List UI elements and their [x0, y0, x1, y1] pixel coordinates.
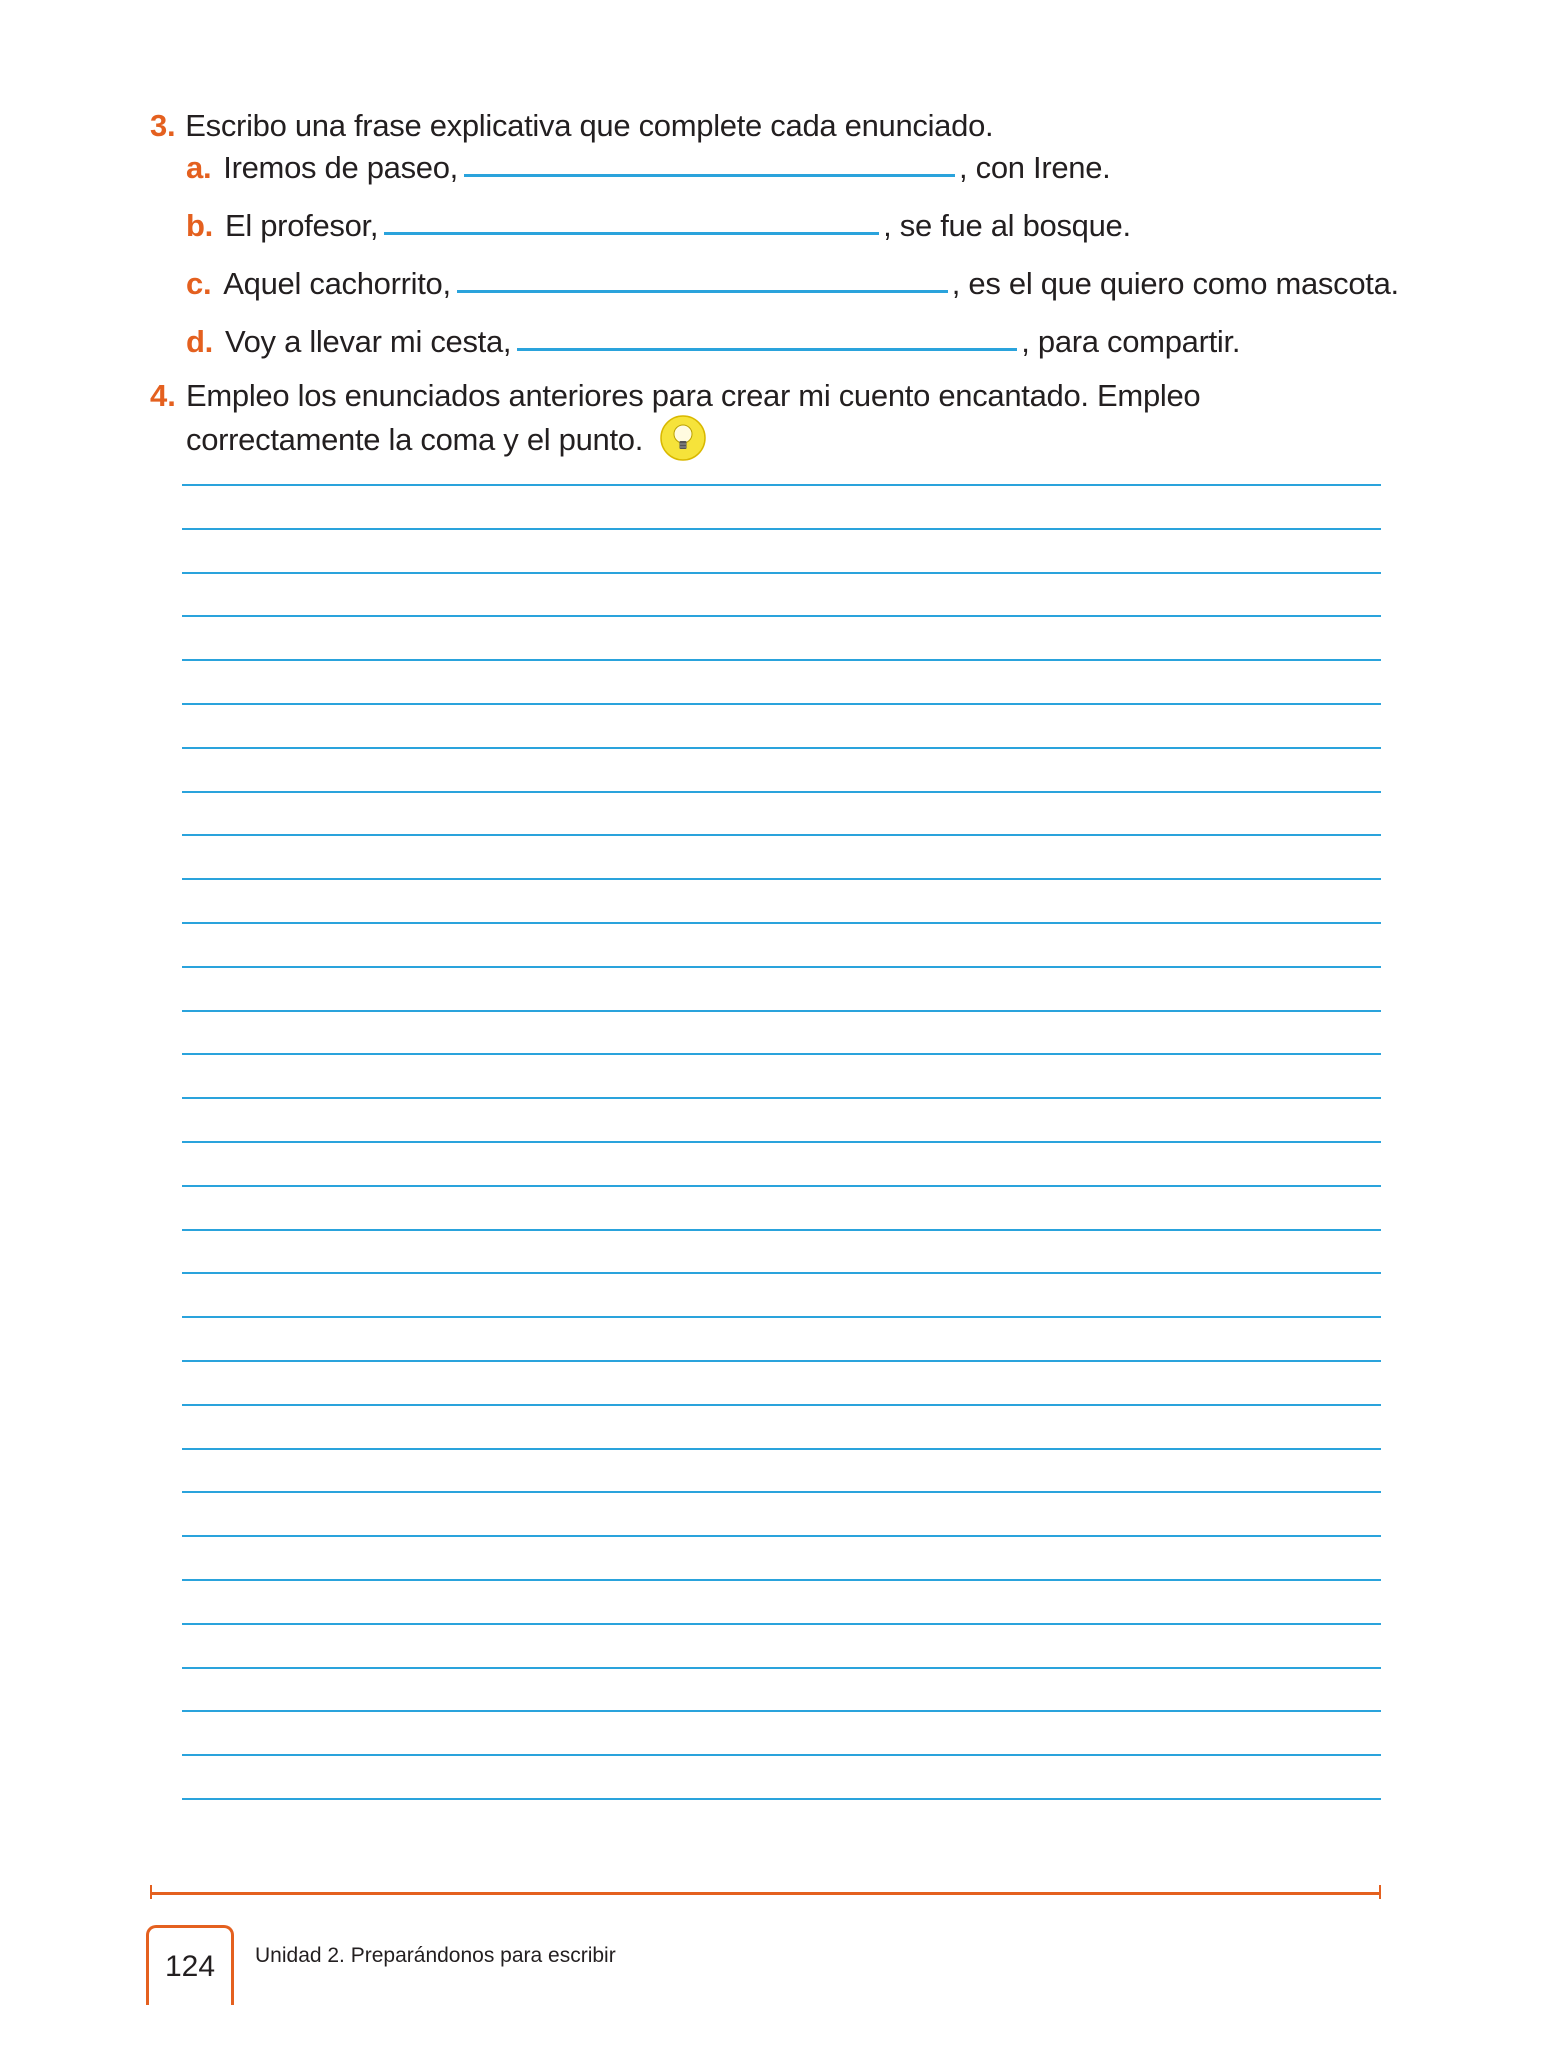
writing-line[interactable]	[182, 1579, 1381, 1581]
writing-line[interactable]	[182, 1404, 1381, 1406]
writing-line[interactable]	[182, 1798, 1381, 1800]
page-number-tab	[146, 1925, 234, 2005]
writing-line[interactable]	[182, 966, 1381, 968]
writing-line[interactable]	[182, 1623, 1381, 1625]
writing-line[interactable]	[182, 834, 1381, 836]
writing-line[interactable]	[182, 1667, 1381, 1669]
footer-divider	[150, 1892, 1381, 1895]
writing-line[interactable]	[182, 1491, 1381, 1493]
footer-divider-right-tick	[1379, 1885, 1381, 1899]
exercise-4-number: 4.	[150, 378, 176, 413]
page-number: 124	[164, 1949, 216, 1983]
unit-title: Unidad 2. Preparándonos para escribir	[255, 1944, 616, 1967]
writing-line[interactable]	[182, 528, 1381, 530]
item-letter: c.	[186, 266, 212, 301]
writing-line[interactable]	[182, 1535, 1381, 1537]
writing-line[interactable]	[182, 1754, 1381, 1756]
item-letter: b.	[186, 208, 213, 243]
item-text-before: Iremos de paseo,	[223, 150, 458, 185]
exercise-3-instruction: Escribo una frase explicativa que complete cada enunciado.	[185, 108, 994, 143]
writing-line[interactable]	[182, 1316, 1381, 1318]
writing-line[interactable]	[182, 1710, 1381, 1712]
writing-line[interactable]	[182, 703, 1381, 705]
item-text-before: Aquel cachorrito,	[223, 266, 451, 301]
item-text-before: Voy a llevar mi cesta,	[224, 324, 512, 359]
writing-line[interactable]	[182, 1053, 1381, 1055]
writing-line[interactable]	[182, 1097, 1381, 1099]
item-text-after: , es el que quiero como mascota.	[951, 266, 1399, 301]
item-letter: a.	[186, 150, 212, 185]
writing-line[interactable]	[182, 1185, 1381, 1187]
writing-line[interactable]	[182, 484, 1381, 486]
exercise-3-number: 3.	[150, 108, 176, 143]
item-text-before: El profesor,	[224, 208, 379, 243]
writing-line[interactable]	[182, 1360, 1381, 1362]
writing-line[interactable]	[182, 1229, 1381, 1231]
writing-area[interactable]	[182, 0, 1381, 2048]
writing-line[interactable]	[182, 922, 1381, 924]
writing-line[interactable]	[182, 659, 1381, 661]
writing-line[interactable]	[182, 878, 1381, 880]
writing-line[interactable]	[182, 791, 1381, 793]
writing-line[interactable]	[182, 747, 1381, 749]
item-text-after: , con Irene.	[959, 150, 1111, 185]
writing-line[interactable]	[182, 1448, 1381, 1450]
item-text-after: , para compartir.	[1021, 324, 1241, 359]
footer-divider-left-tick	[150, 1885, 152, 1899]
writing-line[interactable]	[182, 615, 1381, 617]
writing-line[interactable]	[182, 572, 1381, 574]
writing-line[interactable]	[182, 1010, 1381, 1012]
item-text-after: , se fue al bosque.	[883, 208, 1131, 243]
item-letter: d.	[186, 324, 213, 359]
writing-line[interactable]	[182, 1141, 1381, 1143]
writing-line[interactable]	[182, 1272, 1381, 1274]
exercise-4-instruction: Empleo los enunciados anteriores para crear mi cuento encantado. Empleo correctamente la coma y el punto.	[186, 378, 1201, 458]
